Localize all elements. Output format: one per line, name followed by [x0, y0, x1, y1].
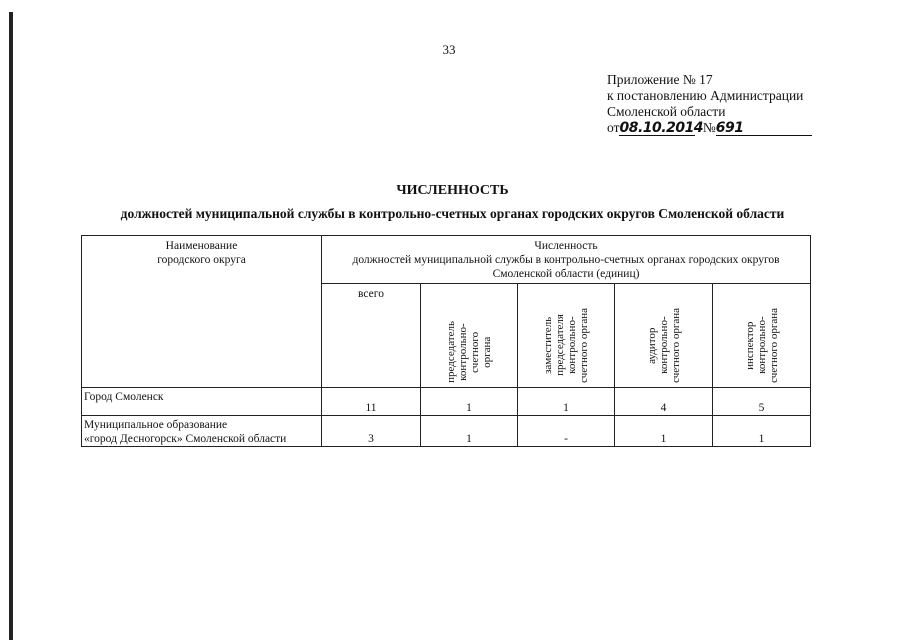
table-row: [82, 388, 811, 416]
appendix-line-1: Приложение № 17: [607, 72, 713, 87]
cell-inspector: 5: [713, 388, 811, 416]
cell-deputy: 1: [518, 388, 615, 416]
column-header-text: контрольно-: [566, 316, 578, 375]
cell-deputy: -: [518, 416, 615, 447]
number-prefix: №: [702, 120, 716, 135]
header-count-cell: [322, 236, 811, 284]
cell-total: 11: [322, 388, 421, 416]
cell-chairman: 1: [421, 416, 518, 447]
page-number: 33: [442, 42, 456, 57]
header-count-line: Численность: [534, 240, 598, 252]
header-name-line: Наименование: [165, 240, 238, 252]
staffing-table: [81, 235, 811, 447]
appendix-date-number: [607, 120, 897, 136]
column-header-text: контрольно-: [457, 323, 469, 381]
column-header-auditor: [615, 284, 713, 388]
table-row: [82, 416, 811, 447]
header-count-line: Смоленской области (единиц): [492, 268, 640, 280]
column-header-label: [744, 308, 780, 383]
handwritten-number: 691: [715, 120, 744, 136]
row-name-smolensk: Город Смоленск: [82, 388, 322, 416]
column-header-text: органа: [481, 336, 493, 368]
column-header-text: аудитор: [645, 327, 658, 364]
row-name-line: Муниципальное образование: [84, 419, 228, 431]
cell-auditor: 4: [615, 388, 713, 416]
column-header-inspector: [713, 284, 811, 388]
cell-auditor: 1: [615, 416, 713, 447]
document-subtitle: должностей муниципальной службы в контрольно-счетных органах городских округов Смоленской области: [120, 206, 785, 221]
column-header-label: [445, 321, 493, 383]
cell-inspector: 1: [713, 416, 811, 447]
column-header-label: [542, 308, 590, 383]
cell-chairman: 1: [421, 388, 518, 416]
handwritten-date: 08.10.2014: [619, 120, 704, 136]
column-header-text: контрольно-: [657, 316, 670, 375]
column-header-label: [646, 308, 682, 383]
appendix-block: [607, 72, 897, 136]
appendix-line-3: Смоленской области: [607, 104, 726, 119]
number-blank: [716, 120, 812, 136]
column-header-deputy: [518, 284, 615, 388]
date-blank: [619, 120, 704, 136]
appendix-line-2: к постановлению Администрации: [607, 88, 804, 103]
document-title: ЧИСЛЕННОСТЬ: [396, 183, 509, 198]
date-prefix: от: [607, 120, 620, 135]
header-name-cell: [82, 236, 322, 388]
column-header-total: всего: [322, 284, 421, 388]
column-header-chairman: [421, 284, 518, 388]
header-count-line: должностей муниципальной службы в контрольно-счетных органах городских округов: [352, 254, 780, 266]
header-name-line: городского округа: [157, 254, 246, 266]
column-header-text: счетного органа: [767, 308, 780, 383]
column-header-text: председатель: [445, 321, 457, 383]
column-header-text: контрольно-: [755, 316, 768, 375]
page-margin-line: [9, 12, 13, 640]
column-header-text: счетного органа: [578, 308, 590, 383]
row-name-line: «город Десногорск» Смоленской области: [84, 433, 287, 445]
column-header-text: счетного: [469, 331, 481, 373]
column-header-text: счетного органа: [669, 308, 682, 383]
column-header-text: заместитель: [542, 316, 554, 375]
column-header-text: председателя: [554, 314, 566, 377]
column-header-text: инспектор: [743, 321, 756, 370]
row-name-desnogorsk: [82, 416, 322, 447]
table-header-row: [82, 236, 811, 284]
cell-total: 3: [322, 416, 421, 447]
